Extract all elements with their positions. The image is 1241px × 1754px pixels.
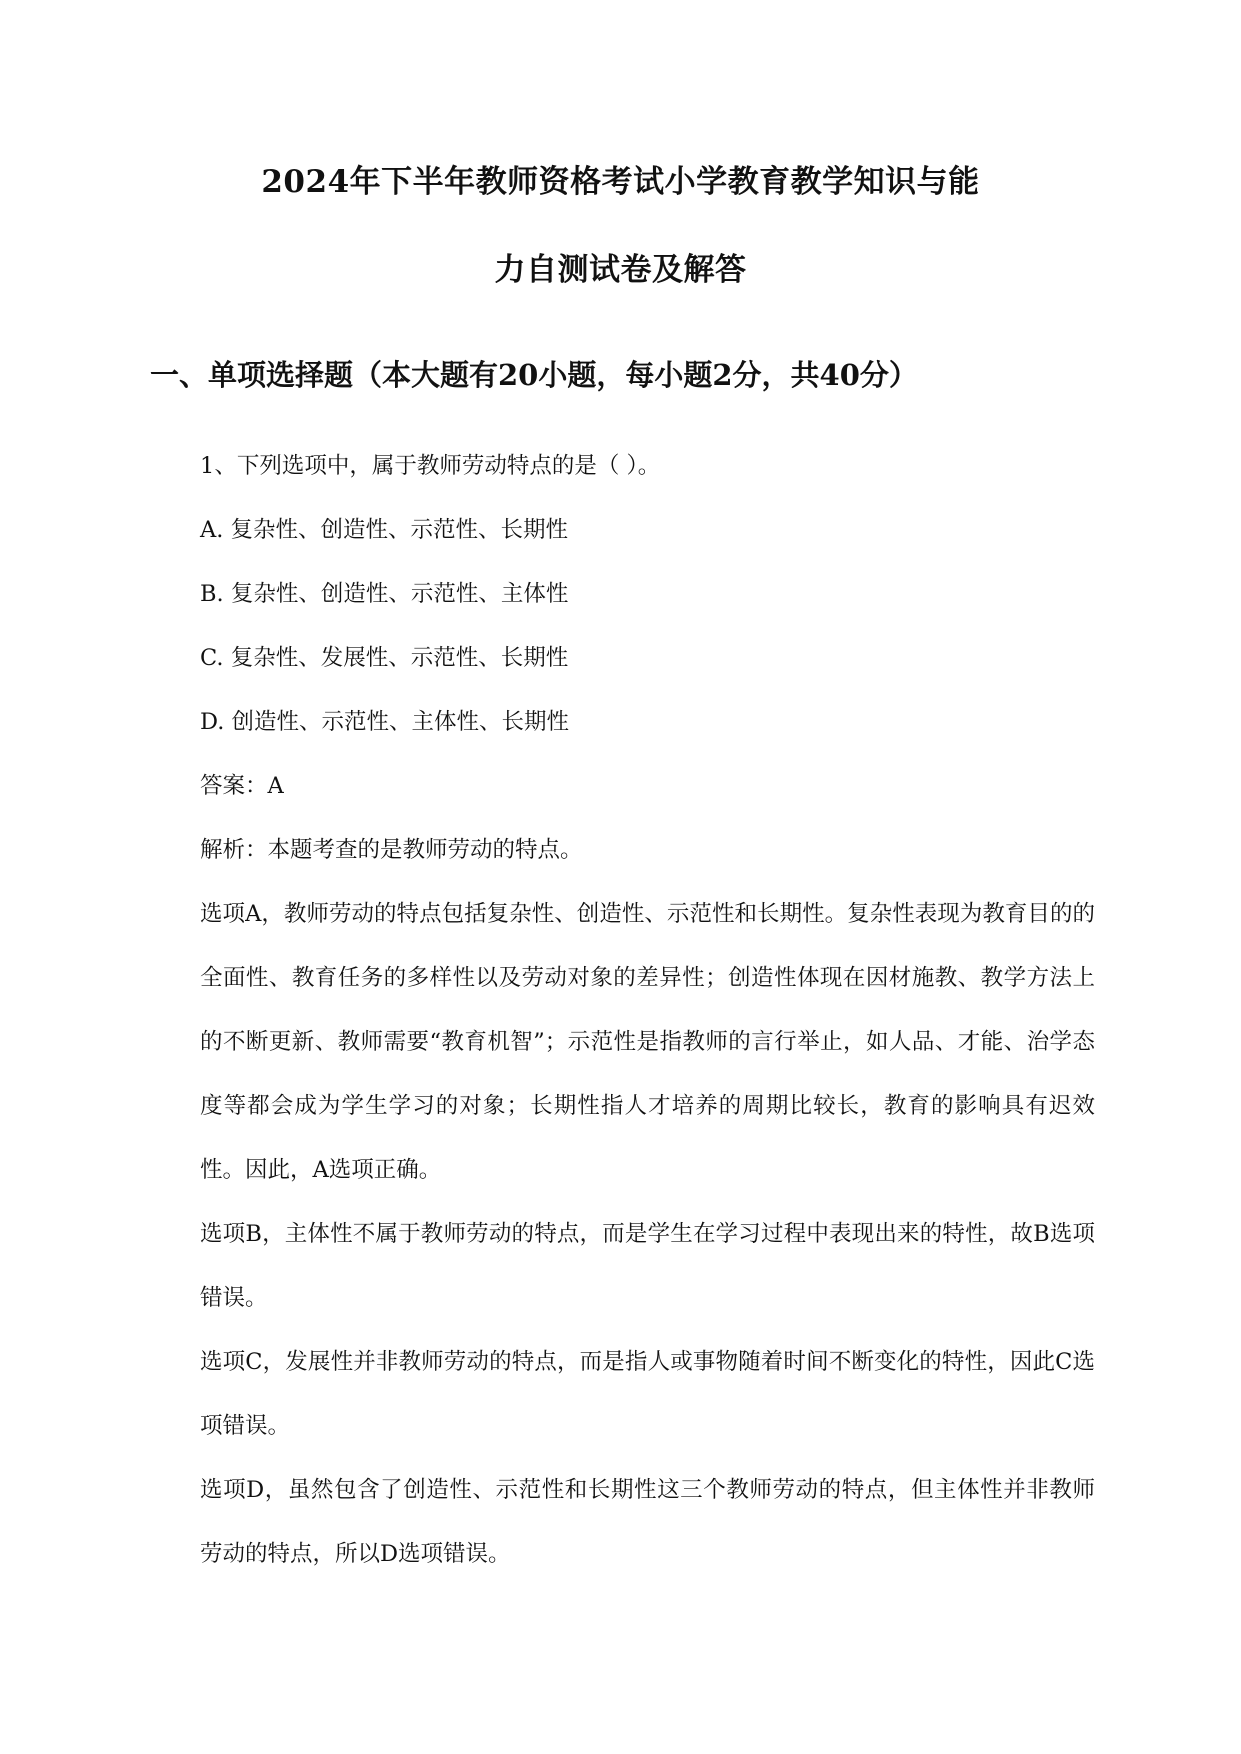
section-heading: 一、单项选择题（本大题有20小题，每小题2分，共40分） [150,358,918,392]
option-b: B. 复杂性、创造性、示范性、主体性 [200,581,569,607]
analysis-option-c: 选项C，发展性并非教师劳动的特点，而是指人或事物随着时间不断变化的特性，因此C选项错误。 [200,1349,1095,1439]
analysis-option-d: 选项D，虽然包含了创造性、示范性和长期性这三个教师劳动的特点，但主体性并非教师劳动的特点，所以D选项错误。 [200,1477,1095,1567]
document-title-line-1: 2024年下半年教师资格考试小学教育教学知识与能 [261,164,980,200]
question-stem: 1、下列选项中，属于教师劳动特点的是（ ）。 [200,453,661,479]
option-d: D. 创造性、示范性、主体性、长期性 [200,709,570,735]
answer-line: 答案：A [200,773,284,799]
document-title-line-2: 力自测试卷及解答 [494,252,747,288]
analysis-option-a: 选项A，教师劳动的特点包括复杂性、创造性、示范性和长期性。复杂性表现为教育目的的全面性、教育任务的多样性以及劳动对象的差异性；创造性体现在因材施教、教学方法上的不断更新、教师需要“教育机智”；示范性是指教师的言行举止，如人品、才能、治学态度等都会成为学生学习的对象；长期性指人才培养的周期比较长，教育的影响具有迟效性。因此，A选项正确。 [200,901,1095,1183]
option-c: C. 复杂性、发展性、示范性、长期性 [200,645,569,671]
analysis-option-b: 选项B，主体性不属于教师劳动的特点，而是学生在学习过程中表现出来的特性，故B选项错误。 [200,1221,1095,1311]
analysis-intro: 解析：本题考查的是教师劳动的特点。 [200,837,583,863]
option-a: A. 复杂性、创造性、示范性、长期性 [200,517,569,543]
question-1 [200,434,1095,1586]
